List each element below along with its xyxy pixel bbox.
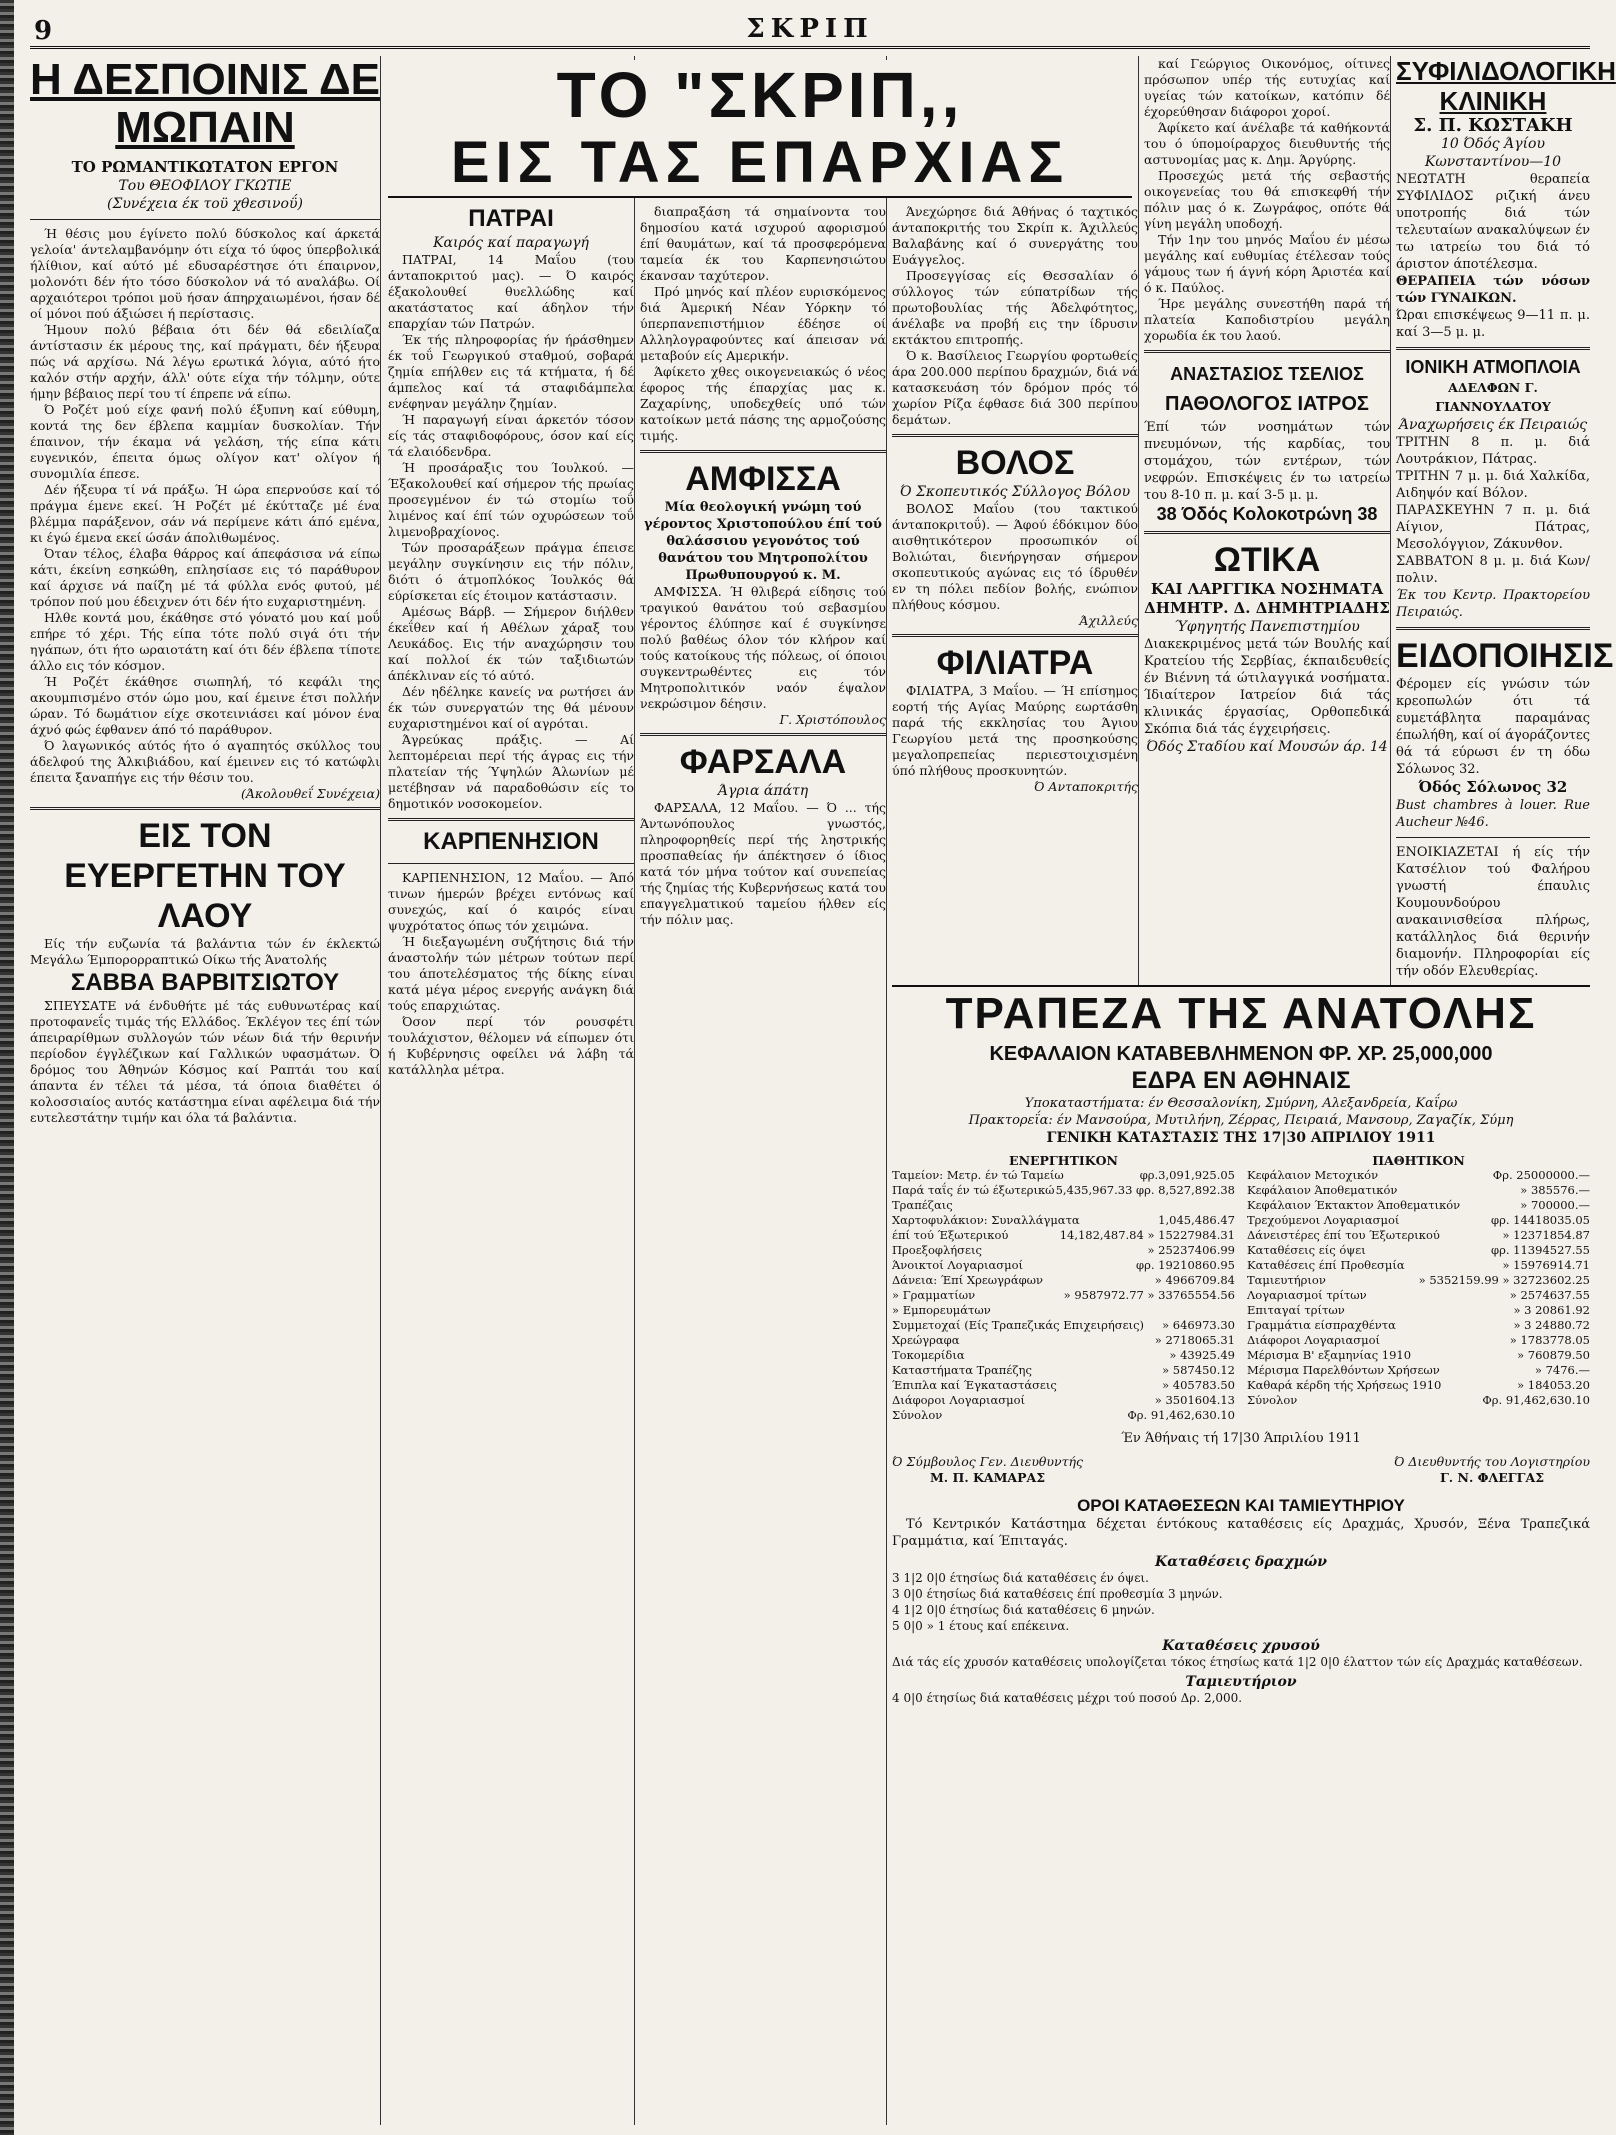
amfissa-subtitle: Μία θεολογική γνώμη τού γέροντος Χριστοπούλου έπί τού θαλάσσιου γεγονότος τού θανάτου του Μητροπολίτου Πρωθυπουργού κ. Μ.	[644, 500, 882, 583]
asset-row-amount: 14,182,487.84 » 15227984.31	[1059, 1228, 1235, 1242]
tribute-title-1: ΕΙΣ ΤΟΝ	[138, 817, 272, 855]
liability-row-label: Καταθέσεις έπί Προθεσμία	[1247, 1258, 1405, 1272]
headline-line-1: ΤΟ "ΣΚΡΙΠ,,	[556, 59, 964, 131]
bank-seat: ΕΔΡΑ ΕΝ ΑΘΗΝΑΙΣ	[1131, 1067, 1351, 1094]
tselios-address: 38 Όδός Κολοκοτρώνη 38	[1156, 504, 1378, 524]
liability-row-amount: » 3 24880.72	[1513, 1318, 1590, 1332]
terms-subtitle-gold: Καταθέσεις χρυσού	[1162, 1638, 1320, 1654]
volos-body: ΒΟΛΟΣ Μαΐου (του τακτικού άνταποκριτοΰ). — Άφού έδόκιμον δύο αισθητικότερον προσωπικόν οί Βολιώται, διενήργησαν σήμερον σκοπευτικούς αγώνας εις τό ίδρυθέν εν τη πόλει πεδίον βολής, ενώπιον πλήθους κόσμου.	[892, 501, 1138, 612]
eidopoiisis-extra: Bust chambres à louer. Rue Aucheur №46.	[1396, 798, 1590, 830]
liability-row	[1247, 1213, 1590, 1228]
liability-row	[1247, 1378, 1590, 1393]
liability-row-label: Γραμμάτια είσπραχθέντα	[1247, 1318, 1396, 1332]
patrai-paragraph: Άγρεύκας πράξις. — Αί λεπτομέρειαι περί τής άγρας εις τήν πλατείαν τής Ύψηλών Άλωνίων μέ μετέβησαν νά παραδοθώσιν είς το δημοτικόν νοσοκομείον.	[388, 732, 634, 811]
asset-row-label: Χαρτοφυλάκιον: Συναλλάγματα	[892, 1213, 1080, 1227]
asset-row-label: Δάνεια: Έπί Χρεωγράφων	[892, 1273, 1043, 1287]
terms-row: 5 0|0 » 1 έτους καί επέκεινα.	[892, 1619, 1070, 1633]
terms-subtitle-savings: Ταμιευτήριον	[1185, 1674, 1297, 1690]
bank-agencies: Πρακτορεΐα: έν Μανσούρα, Μυτιλήνη, Ζέρρας, Πειραιά, Μανσουρ, Ζαγαζίκ, Σύμη	[968, 1113, 1514, 1128]
otika-title: ΩΤΙΚΑ	[1213, 541, 1321, 579]
asset-row-amount: » 587450.12	[1162, 1363, 1235, 1377]
column-patrai	[388, 56, 635, 2125]
amfissa-body: ΑΜΦΙΣΣΑ. Ή θλιβερά είδησις τού τραγικού θανάτου τού σεβασμίου γέροντος έλύπησε καί έ συγκίνησε πολύ βαθέως όλον τόν κλήρον καί τούς κατοίκους τής πόλεως, οί όποιοι συγκεντρωθέντες εις τόν Μητροπολιτικόν ναόν έψαλον νεκρώσιμον δέησιν.	[640, 584, 886, 711]
asset-row	[892, 1348, 1235, 1363]
tselios-title: ΠΑΘΟΛΟΓΟΣ ΙΑΤΡΟΣ	[1165, 393, 1369, 415]
syfilis-title: ΣΥΦΙΛΙΔΟΛΟΓΙΚΗ ΚΛΙΝΙΚΗ	[1396, 56, 1616, 116]
asset-row-amount: » 43925.49	[1169, 1348, 1235, 1362]
assets-side	[892, 1153, 1235, 1423]
novel-paragraph: Ό Ροζέτ μού είχε φανή πολύ έξυπνη καί εύθυμη, κοντά της δεν έβλεπα καμμίαν δυσκολίαν. Τήν έπαινον, τήν έκαμα νά γελάση, τής είπα κάτι ευγενικόν, έπειτα όμως ολίγον κατ' ολίγον ή συνομιλία έπεσε.	[30, 402, 380, 481]
patrai-paragraph: Τών προσαράξεων πράγμα έπεισε μεγάλην συγκίνησιν εις τήν πόλιν, διότι ό άτμοπλόκος Ίουλκός θά εύρίσκεται είς έτοιμον κατάστασιν.	[388, 540, 634, 603]
paper-name: ΣΚΡΙΠ	[746, 14, 874, 44]
liability-row-amount: » 5352159.99 » 32723602.25	[1418, 1273, 1590, 1287]
otika-doctor: ΔΗΜΗΤΡ. Δ. ΔΗΜΗΤΡΙΑΔΗΣ	[1144, 599, 1390, 617]
col3-paragraph: διαπραξάση τά σημαίνοντα του δημοσίου κατά ισχυρού αφορισμού έπί θαυμάτων, καί τά προσφερόμενα ταμεία έκ του Καρπενησιώτου έκανσαν ταχύτερον.	[640, 204, 886, 283]
novel-paragraph: Δέν ήξευρα τί νά πράξω. Ή ώρα επερνούσε καί τό πράγμα έμενε εκεί. Ή Ροζέτ μέ έκύτταζε μέ ένα βλέμμα παράξενον, σάν νά περίμενε κάτι άπό εμένα, κι έγώ έμενα εκεί ώσάν άπολιθωμένος.	[30, 482, 380, 545]
bank-date-line: Έν Άθήναις τή 17|30 Άπριλίου 1911	[1121, 1431, 1361, 1446]
asset-row-amount: » 405783.50	[1162, 1378, 1235, 1392]
asset-row	[892, 1228, 1235, 1243]
col5-paragraph: Ήρε μεγάλης συνεστήθη παρά τή πλατεία Καποδιστρίου μεγάλη χορωδία έκ του λαού.	[1144, 296, 1390, 343]
col3-paragraph: Πρό μηνός καί πλέον ευρισκόμενος διά Άμερική Νέαν Υόρκην τό ύπερπανεπιστήμιον έδέησε οί Αλληλογραφούντες καί άπεισαν νά μεταβούν είς Αμερικήν.	[640, 284, 886, 363]
bank-capital: ΚΕΦΑΛΑΙΟΝ ΚΑΤΑΒΕΒΛΗΜΕΝΟΝ ΦΡ. ΧΡ. 25,000,000	[989, 1043, 1493, 1065]
liability-row-amount: » 7476.—	[1534, 1363, 1590, 1377]
liability-row	[1247, 1393, 1590, 1408]
ioniki-owners: ΑΔΕΛΦΩΝ Γ. ΓΙΑΝΝΟΥΛΑΤΟΥ	[1435, 380, 1551, 414]
patrai-subtitle: Καιρός καί παραγωγή	[433, 235, 589, 251]
main-headline	[388, 60, 1132, 198]
liability-row	[1247, 1288, 1590, 1303]
col5-paragraph: Προσεχώς μετά τής σεβαστής οικογενείας του θά επισκεφθή τήν πόλιν μας ό κ. Ζωγράφος, οπότε θά γίνη μεγάλη υποδοχή.	[1144, 168, 1390, 231]
tselios-body: Έπί τών νοσημάτων τών πνευμόνων, τής καρδίας, του στομάχου, τών εντέρων, τών νεφρών. Επισκέψεις έν τω ιατρείω του 8-10 π. μ. καί 3-5 μ. μ.	[1144, 420, 1390, 503]
asset-row-amount: 5,435,967.33 φρ. 8,527,892.38	[1055, 1183, 1235, 1197]
filiatra-title: ΦΙΛΙΑΤΡΑ	[936, 644, 1094, 682]
karpenision-paragraph: ΚΑΡΠΕΝΗΣΙΟΝ, 12 Μαΐου. — Άπό τινων ήμερών βρέχει εντόνως καί συνεχώς, καί ό καιρός είναι ψυχρότατος όπως τόν χειμώνα.	[388, 870, 634, 933]
liability-row-amount: Φρ. 25000000.—	[1492, 1168, 1590, 1182]
volos-subtitle: Ό Σκοπευτικός Σύλλογος Βόλου	[899, 484, 1131, 500]
asset-row-amount: » 25237406.99	[1147, 1243, 1235, 1257]
syfilis-address: 10 Όδός Άγίου Κωνσταντίνου—10	[1424, 136, 1562, 170]
terms-subtitle-drachma: Καταθέσεις δραχμών	[1155, 1554, 1327, 1570]
liability-row-amount: » 1783778.05	[1509, 1333, 1590, 1347]
sig-right-role: Ό Διευθυντής του Λογιστηρίου	[1393, 1454, 1590, 1469]
karpenision-title: ΚΑΡΠΕΝΗΣΙΟΝ	[423, 828, 599, 855]
bank-statement-title: ΓΕΝΙΚΗ ΚΑΤΑΣΤΑΣΙΣ ΤΗΣ 17|30 ΑΠΡΙΛΙΟΥ 1911	[1046, 1130, 1436, 1146]
terms-gold: Διά τάς είς χρυσόν καταθέσεις υπολογίζεται τόκος έτησίως κατά 1|2 0|0 έλαττον τών είς Δραχμάς καταθέσεων.	[892, 1655, 1583, 1669]
liability-row	[1247, 1303, 1590, 1318]
ioniki-title: ΙΟΝΙΚΗ ΑΤΜΟΠΛΟΙΑ	[1405, 357, 1581, 377]
liability-row-label: Καταθέσεις είς όψει	[1247, 1243, 1366, 1257]
liabilities-title: ΠΑΘΗΤΙΚΟΝ	[1372, 1153, 1465, 1168]
patrai-paragraph: Αμέσως Βάρβ. — Σήμερον διήλθεν έκεΐθεν καί ή Αθέλων χάραξ του Λευκάδος. Εις τήν αναχώρησιν του καί πολλοί έκ τών ταξιδιωτών άπέκλιναν είς τό αύτό.	[388, 604, 634, 683]
asset-row-amount: » 3501604.13	[1154, 1393, 1235, 1407]
novel-subtitle: ΤΟ ΡΩΜΑΝΤΙΚΩΤΑΤΟΝ ΕΡΓΟΝ	[71, 158, 339, 176]
farsala-title: ΦΑΡΣΑΛΑ	[679, 743, 847, 781]
liability-row-label: Μέρισμα Β' εξαμηνίας 1910	[1247, 1348, 1412, 1362]
otika-address: Όδός Σταδίου καί Μουσών άρ. 14	[1146, 739, 1388, 755]
otika-role: Ύφηγητής Πανεπιστημίου	[1174, 619, 1360, 635]
liability-row-label: Τρεχούμενοι Λογαριασμοί	[1247, 1213, 1400, 1227]
terms-row: 3 0|0 έτησίως διά καταθέσεις έπί προθεσμία 3 μηνών.	[892, 1587, 1223, 1601]
asset-row-label: Χρεώγραφα	[892, 1333, 960, 1347]
liability-row	[1247, 1198, 1590, 1213]
novel-paragraph: Ή θέσις μου έγίνετο πολύ δύσκολος καί άρκετά γελοία' άντελαμβανόμην ότι είχα τό ύφος ύπερβολικά ήλίθιον, καί αύτό μέ εδυσαρέστησε ότι έπαιρνον, μολονότι δέν ήτο τόσο δύσκολον νά τό αναλάβω. Οί αρχαιότεροι τρόποι μοϋ ήσαν άπηρχαιωμένοι, ήσαν δέ οί μόνοι πού άξιώσει ή περίστασις.	[30, 226, 380, 321]
asset-row	[892, 1408, 1235, 1423]
patrai-paragraph: Έκ τής πληροφορίας ήν ήράσθημεν έκ τοΰ Γεωργικού σταθμού, σοβαρά ζημία επήλθεν εις τά κτήματα, ή δέ άμπελος καί τά σταφιδάμπελα ενέφηναν μεγάλην ζημίαν.	[388, 332, 634, 411]
asset-row-label: Διάφοροι Λογαριασμοί	[892, 1393, 1026, 1407]
asset-row	[892, 1318, 1235, 1333]
sig-right-name: Γ. Ν. ΦΛΕΓΓΑΣ	[1439, 1470, 1545, 1485]
tribute-body: ΣΠΕΥΣΑΤΕ νά ένδυθήτε μέ τάς ευθυνωτέρας καί προτοφανεΐς τιμάς τής Ελλάδος. Έκλέγον τες έπί τών άπειραρίθμων συλλογών τών νέων διά τήν θερινήν περίοδον έγγλέζικων καί Γαλλικών υφασμάτων. Ό δρόμος του Άθηνών Κόσμος καί Ραπτάι του καί άπαντα έν τέλει τά μέσα, τά όποια διαθέτει ό κολοσσιαίος αυτός κατάστημα είναι αφέλειμα διά τήν ευτελεστάτην τιμήν και όλα τά βαλάντια.	[30, 998, 380, 1125]
liability-row-amount: » 3 20861.92	[1513, 1303, 1590, 1317]
filiatra-signature: Ό Ανταποκριτής	[1034, 779, 1138, 794]
terms-title: ΟΡΟΙ ΚΑΤΑΘΕΣΕΩΝ ΚΑΙ ΤΑΜΙΕΥΤΗΡΙΟΥ	[1077, 1496, 1405, 1515]
liability-row-label: Κεφάλαιον Άποθεματικόν	[1247, 1183, 1398, 1197]
liability-row-amount: » 700000.—	[1520, 1198, 1590, 1212]
liability-row-amount: » 2574637.55	[1509, 1288, 1590, 1302]
ioniki-schedule-item: ΤΡΙΤΗΝ 7 μ. μ. διά Χαλκίδα, Αιδηψόν καί Βόλον.	[1396, 469, 1590, 501]
col5-paragraph: Τήν 1ην του μηνός Μαΐου έν μέσω μεγάλης καί ευθυμίας έτέλεσαν τούς γάμους των ή άγνή κόρη Άριστέα καί ό κ. Παύλος.	[1144, 232, 1390, 295]
novel-paragraph: Ό λαγωνικός αύτός ήτο ό αγαπητός σκύλλος του άδελφού της Άλκιβιάδου, καί έμεινεν εις τό κατώφλι έπειτα ξαναπήγε εις τήν θέσιν του.	[30, 738, 380, 785]
otika-subtitle: ΚΑΙ ΛΑΡΓΓΙΚΑ ΝΟΣΗΜΑΤΑ	[1150, 580, 1384, 598]
liability-row-label: Ταμιευτήριον	[1247, 1273, 1326, 1287]
liability-row	[1247, 1273, 1590, 1288]
tribute-lead: Είς τήν ευζωνία τά βαλάντια τών έν έκλεκτώ Μεγάλω Έμπορορραπτικώ Οίκω τής Άνατολής	[30, 936, 380, 967]
liability-row	[1247, 1348, 1590, 1363]
liability-row-label: Καθαρά κέρδη τής Χρήσεως 1910	[1247, 1378, 1442, 1392]
karpenision-paragraph: Ή διεξαγωμένη συζήτησις διά τήν άναστολήν τών μέτρων τούτων περί του άποτελέσματος τής δίκης είναι κατά μέγα μέρος ενεργής ανάγκη διά τούς επαρχιώτας.	[388, 934, 634, 1013]
asset-row-amount: 1,045,486.47	[1158, 1213, 1235, 1227]
otika-body: Διακεκριμένος μετά τών Βουλής καί Κρατείου τής Σερβίας, έκπαιδευθείς έν Βιέννη τά ώτιλαγγικά νοσήματα. Ίδιαίτερον Ιατρείον διά τάς κλινικάς έργασίας, Ορθοπεδικά Σκόπια διά τάς έγχειρήσεις.	[1144, 637, 1390, 737]
novel-title: Η ΔΕΣΠΟΙΝΙΣ ΔΕ ΜΩΠΑΙΝ	[30, 55, 380, 152]
liability-row-amount: » 184053.20	[1517, 1378, 1590, 1392]
asset-row-label: Σύνολον	[892, 1408, 943, 1422]
asset-row	[892, 1333, 1235, 1348]
patrai-paragraph: Ή προσάραξις του Ίουλκού. — Έξακολουθεί καί σήμερον τής πρωίας προσεγμένον έν τώ στομίω τοΰ λιμένος καί έπί τών οχυρώσεων τοΰ λιμενοβραχίονος.	[388, 460, 634, 539]
liability-row	[1247, 1168, 1590, 1183]
ioniki-note: Έκ του Κεντρ. Πρακτορείου Πειραιώς.	[1396, 588, 1590, 620]
liability-row-amount: » 12371854.87	[1502, 1228, 1590, 1242]
col3-paragraph: Άφίκετο χθες οικογενειακώς ό νέος έφορος τής έπαρχίας μας κ. Ζαχαρίνης, υποδεχθείς υπό τών κατοίκων μετά πάσης της αρμοζούσης τιμής.	[640, 364, 886, 443]
bank-branches: Υποκαταστήματα: έν Θεσσαλονίκη, Σμύρνη, Αλεξανδρεία, Καΐρω	[1024, 1096, 1458, 1111]
masthead	[30, 14, 1590, 49]
asset-row-label: Παρά ταΐς έν τώ έξωτερικώ Τραπέζαις	[892, 1183, 1055, 1212]
bank-signatures	[892, 1454, 1590, 1486]
asset-row	[892, 1288, 1235, 1303]
balance-sheet	[892, 1153, 1590, 1423]
column-amfissa	[640, 56, 887, 2125]
asset-row	[892, 1168, 1235, 1183]
column-novel	[30, 56, 381, 2125]
liability-row	[1247, 1333, 1590, 1348]
patrai-paragraph: Δέν ηδέληκε κανείς να ρωτήσει άν έκ τών συνεργατών της θά μένουν ευχαριστημένοι καί οί αγρόται.	[388, 684, 634, 731]
liability-row-label: Κεφάλαιον Έκτακτον Άποθεματικόν	[1247, 1198, 1461, 1212]
col4-paragraph: Άνεχώρησε διά Άθήνας ό ταχτικός άνταποκριτής του Σκρίπ κ. Άχιλλεύς Βαλαβάνης καί ό συνεργάτης του Ευάγγελος.	[892, 204, 1138, 267]
liability-row-amount: » 15976914.71	[1502, 1258, 1590, 1272]
farsala-subtitle: Άγρια άπάτη	[717, 783, 809, 799]
asset-row-amount: φρ. 19210860.95	[1136, 1258, 1235, 1272]
asset-row	[892, 1378, 1235, 1393]
liability-row-label: Μέρισμα Παρελθόντων Χρήσεων	[1247, 1363, 1440, 1377]
tribute-title-2: ΕΥΕΡΓΕΤΗΝ ΤΟΥ ΛΑΟΥ	[64, 857, 346, 935]
karpenision-paragraph: Όσον περί τόν ρουσφέτι τουλάχιστον, θέλομεν νά είπωμεν ότι ή Κυβέρνησις οφείλει νά λάβη τά κατάλληλα μέτρα.	[388, 1014, 634, 1077]
liability-row-label: Διάφοροι Λογαριασμοί	[1247, 1333, 1381, 1347]
terms-intro: Τό Κεντρικόν Κατάστημα δέχεται έντόκους καταθέσεις είς Δραχμάς, Χρυσόν, Ξένα Τραπεζικά Γραμμάτια, καί Έπιταγάς.	[892, 1517, 1590, 1549]
asset-row	[892, 1213, 1235, 1228]
terms-row: 4 1|2 0|0 έτησίως διά καταθέσεις 6 μηνών.	[892, 1603, 1155, 1617]
syfilis-hours: Ώραι επισκέψεως 9—11 π. μ. καί 3—5 μ. μ.	[1396, 308, 1590, 340]
liability-row-label: Λογαριασμοί τρίτων	[1247, 1288, 1367, 1302]
liability-row	[1247, 1243, 1590, 1258]
scan-edge	[0, 0, 14, 2135]
asset-row-label: » Γραμματίων	[892, 1288, 976, 1302]
asset-row	[892, 1273, 1235, 1288]
patrai-paragraph: ΠΑΤΡΑΙ, 14 Μαΐου (του άνταποκριτού μας). — Ό καιρός έξακολουθεί θυελλώδης καί ακατάστατος καί άδηλον τήν επαρχίαν τών Πατρών.	[388, 252, 634, 331]
volos-signature: Άχιλλεύς	[1079, 613, 1138, 628]
liability-row	[1247, 1183, 1590, 1198]
col4-paragraph: Προσεγγίσας είς Θεσσαλίαν ό σύλλογος τών εύπατρίδων τής πρωτοβουλίας τής Άδελφότητος, άνέλαβε να προβή εις την ίδρυσιν εκτάκτου επιτροπής.	[892, 268, 1138, 347]
liability-row-label: Κεφάλαιον Μετοχικόν	[1247, 1168, 1379, 1182]
syfilis-therapy: ΘΕΡΑΠΕΙΑ τών νόσων τών ΓΥΝΑΙΚΩΝ.	[1396, 274, 1590, 306]
ioniki-subtitle: Άναχωρήσεις έκ Πειραιώς	[1398, 417, 1588, 433]
bank-statement	[892, 985, 1590, 2127]
liability-row	[1247, 1228, 1590, 1243]
headline-line-2: ΕΙΣ ΤΑΣ ΕΠΑΡΧΙΑΣ	[450, 130, 1070, 195]
asset-row-label: » Εμπορευμάτων	[892, 1303, 991, 1317]
volos-title: ΒΟΛΟΣ	[955, 444, 1075, 482]
enoikiazetai-body: ΕΝΟΙΚΙΑΖΕΤΑΙ ή είς τήν Κατσέλιον τού Φαλήρου γνωστή έπαυλις Κουμουνδούρου ανακαινισθείσα πλήρως, κατάλληλος διά θερινήν διαμονήν. Πληροφορίαι είς τήν οδόν Ελευθερίας.	[1396, 845, 1590, 979]
farsala-body: ΦΑΡΣΑΛΑ, 12 Μαΐου. — Ό ... τής Άντωνόπουλος γνωστός, πληροφορηθείς περί τής ληστρικής προσπαθείας ήν άπέκτησεν ό ίδιος κατά τόν μήνα τούτον καί συνεπείας τής ζημίας τής Κυβερνήσεως κατά του επαγγελματικού ταμείου ήλθεν είς τήν πόλιν μας.	[640, 800, 886, 927]
liability-row-amount: Φρ. 91,462,630.10	[1482, 1393, 1590, 1407]
liability-row-amount: » 760879.50	[1517, 1348, 1590, 1362]
amfissa-signature: Γ. Χριστόπουλος	[779, 712, 886, 727]
col5-paragraph: καί Γεώργιος Οικονόμος, οίτινες πρόσωπον υπέρ τής ευτυχίας καί υγείας τών κατοίκων, κατόπιν δέ έχορεύθησαν διάφοροι χοροί.	[1144, 56, 1390, 119]
asset-row-amount: » 2718065.31	[1154, 1333, 1235, 1347]
syfilis-body: ΝΕΩΤΑΤΗ θεραπεία ΣΥΦΙΛΙΔΟΣ ριζική άνευ υποτροπής διά τών τελευταίων ανακαλύψεων έν τω ιατρείω του διά τό άριστον άποτέλεσμα.	[1396, 172, 1590, 272]
asset-row-label: Καταστήματα Τραπέζης	[892, 1363, 1032, 1377]
assets-title: ΕΝΕΡΓΗΤΙΚΟΝ	[1009, 1153, 1118, 1168]
asset-row-amount: Φρ. 91,462,630.10	[1127, 1408, 1235, 1422]
eidopoiisis-body: Φέρομεν είς γνώσιν τών κρεοπωλών ότι τά ευμετάβλητα παραμάνας έπωλήθη, καί οί άγοράζοντες θά τά εύρωσι έν τη όδω Σόλωνος 32.	[1396, 677, 1590, 777]
novel-paragraph: Όταν τέλος, έλαβα θάρρος καί άπεφάσισα νά είπω κάτι, έκείνη εσηκώθη, επλησίασε εις τό παράθυρον καί άρχισε νά παίζη μέ τά φύλλα ενός φυτού, μέ τρόπον πού μου έδειχνεν ότι δέν ήτο ευχαριστημένη.	[30, 546, 380, 609]
asset-row-amount: » 9587972.77 » 33765554.56	[1063, 1288, 1235, 1302]
asset-row-label: Προεξοφλήσεις	[892, 1243, 982, 1257]
asset-row-amount: » 646973.30	[1162, 1318, 1235, 1332]
asset-row-label: Τοκομερίδια	[892, 1348, 965, 1362]
asset-row	[892, 1303, 1235, 1318]
eidopoiisis-title: ΕΙΔΟΠΟΙΗΣΙΣ	[1396, 637, 1614, 675]
ioniki-schedule-item: ΠΑΡΑΣΚΕΥΗΝ 7 π. μ. διά Αίγιον, Πάτρας, Μεσολόγγιον, Ζάκυνθον.	[1396, 503, 1590, 552]
asset-row-amount: φρ.3,091,925.05	[1139, 1168, 1235, 1182]
liability-row-label: Δάνειστέρες έπί του Έξωτερικού	[1247, 1228, 1440, 1242]
ioniki-schedule-item: ΤΡΙΤΗΝ 8 π. μ. διά Λουτράκιον, Πάτρας.	[1396, 435, 1590, 467]
liability-row-amount: φρ. 14418035.05	[1491, 1213, 1590, 1227]
liability-row-amount: φρ. 11394527.55	[1491, 1243, 1590, 1257]
sig-left-name: Μ. Π. ΚΑΜΑΡΑΣ	[929, 1470, 1046, 1485]
asset-row-label: Άνοικτοί Λογαριασμοί	[892, 1258, 1024, 1272]
novel-continued-note: (Συνέχεια έκ τοϋ χθεσινοΰ)	[107, 196, 303, 212]
patrai-paragraph: Ή παραγωγή είναι άρκετόν τόσον είς τάς σταφιδοφόρους, όσον καί είς τά ελαιόδενδρα.	[388, 412, 634, 459]
page-number: 9	[34, 16, 53, 46]
liability-row	[1247, 1258, 1590, 1273]
novel-paragraph: Ή Ροζέτ έκάθησε σιωπηλή, τό κεφάλι της ακουμπισμένο στόν ώμο μου, καί έμεινε έτσι πολλήν ώραν. Τό δωμάτιον είχε σκοτεινιάσει καί μόνον ένα άχνό φώς έφθανεν άπό τό παράθυρον.	[30, 674, 380, 737]
liability-row	[1247, 1363, 1590, 1378]
asset-row-label: Ταμείον: Μετρ. έν τώ Ταμείω	[892, 1168, 1064, 1182]
asset-row-label: Έπιπλα καί Έγκαταστάσεις	[892, 1378, 1057, 1392]
eidopoiisis-address: Όδός Σόλωνος 32	[1418, 778, 1568, 796]
asset-row	[892, 1243, 1235, 1258]
col5-paragraph: Άφίκετο καί άνέλαβε τά καθήκοντά του ό ύπομοίραρχος διευθυντής τής αστυνομίας μας κ. Δημ. Άργύρης.	[1144, 120, 1390, 167]
liability-row-label: Επιταγαί τρίτων	[1247, 1303, 1345, 1317]
asset-row-label: Συμμετοχαί (Είς Τραπεζικάς Επιχειρήσεις)	[892, 1318, 1144, 1332]
novel-author: Του ΘΕΟΦΙΛΟΥ ΓΚΩΤΙΕ	[118, 178, 292, 194]
liability-row	[1247, 1318, 1590, 1333]
bank-title: ΤΡΑΠΕΖΑ ΤΗΣ ΑΝΑΤΟΛΗΣ	[945, 989, 1537, 1038]
asset-row-amount: » 4966709.84	[1154, 1273, 1235, 1287]
syfilis-doctor: Σ. Π. ΚΩΣΤΑΚΗ	[1413, 115, 1573, 136]
col4-paragraph: Ό κ. Βασίλειος Γεωργίου φορτωθείς άρα 200.000 περίπου δραχμών, διά νά κατασκευάση τόν δρόμον πρός τό χωρίον Ρίζα έφθασε διά 300 περίπου δεμάτων.	[892, 348, 1138, 427]
tselios-name: ΑΝΑΣΤΑΣΙΟΣ ΤΣΕΛΙΟΣ	[1170, 364, 1364, 384]
liability-row-label: Σύνολον	[1247, 1393, 1298, 1407]
amfissa-title: ΑΜΦΙΣΣΑ	[685, 460, 841, 498]
sig-left-role: Ό Σύμβουλος Γεν. Διευθυντής	[892, 1454, 1084, 1469]
liabilities-side	[1247, 1153, 1590, 1423]
novel-paragraph: Ήμουν πολύ βέβαια ότι δέν θά εδειλίαζα άντίστασιν έκ μέρους της, καί πράγματι, δέν ήξευρα πώς νά αρχίσω. Νά λέγω ερωτικά λόγια, αύτό ήτο καλόν στήν αρχήν, άλλ' ούτε είχα τήν τόλμην, ούτε ήμην βέβαιος περί του τί έπρεπε νά είπω.	[30, 322, 380, 401]
asset-row	[892, 1258, 1235, 1273]
terms-row: 3 1|2 0|0 έτησίως διά καταθέσεις έν όψει.	[892, 1571, 1149, 1585]
asset-row	[892, 1363, 1235, 1378]
asset-row	[892, 1183, 1235, 1213]
filiatra-body: ΦΙΛΙΑΤΡΑ, 3 Μαΐου. — Ή επίσημος εορτή τής Αγίας Μαύρης εωρτάσθη παρά τής εκκλησίας του Άγιου Γεωργίου μετά της προσηκούσης μεγαλοπρεπείας περιεστοιχισμένη ύπό πλήθους προσκυνητών.	[892, 683, 1138, 778]
novel-paragraph: Ηλθε κοντά μου, έκάθησε στό γόνατό μου καί μοΰ επήρε τό χέρι. Τής είπα τότε πολύ σιγά ότι τήν ηγάπων, ότι ήτο ωραιοτάτη καί ότι δέν έβλεπα τίποτε άλλο εις τόν κόσμον.	[30, 610, 380, 673]
novel-closing-note: (Άκολουθεΐ Συνέχεια)	[240, 786, 380, 801]
tribute-name: ΣΑΒΒΑ ΒΑΡΒΙΤΣΙΩΤΟΥ	[70, 969, 340, 996]
asset-row-label: έπί τού Έξωτερικού	[892, 1228, 1009, 1242]
liability-row-amount: » 385576.—	[1520, 1183, 1590, 1197]
asset-row	[892, 1393, 1235, 1408]
ioniki-schedule-item: ΣΑΒΒΑΤΟΝ 8 μ. μ. διά Κων/πολιν.	[1396, 554, 1590, 586]
patrai-title: ΠΑΤΡΑΙ	[468, 205, 554, 232]
terms-savings: 4 0|0 έτησίως διά καταθέσεις μέχρι τού ποσού Δρ. 2,000.	[892, 1691, 1243, 1705]
